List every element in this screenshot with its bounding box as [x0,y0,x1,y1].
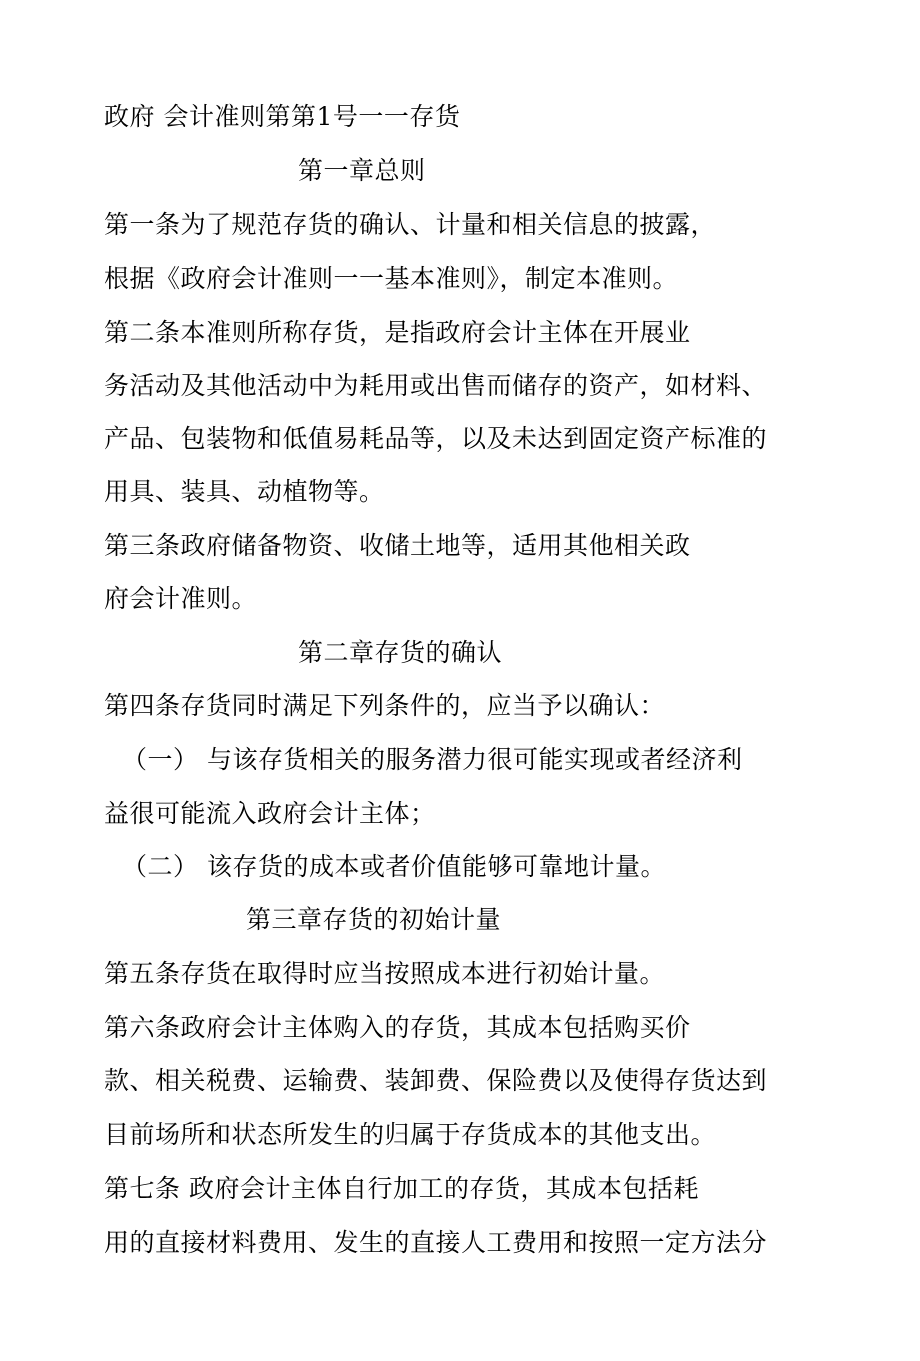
article-1-line-2: 根据《政府会计准则一一基本准则》，制定本准则。 [104,264,679,293]
article-5-line-1: 第五条存货在取得时应当按照成本进行初始计量。 [104,959,666,988]
article-2-line-1: 第二条本准则所称存货，是指政府会计主体在开展业 [104,318,691,347]
article-2-line-2: 务活动及其他活动中为耗用或出售而储存的资产，如材料、 [104,371,768,400]
article-6-line-1: 第六条政府会计主体购入的存货，其成本包括购买价 [104,1013,691,1042]
chapter-2-heading: 第二章存货的确认 [298,638,503,667]
chapter-1-heading: 第一章总则 [298,156,426,185]
article-2-line-3: 产品、包装物和低值易耗品等，以及未达到固定资产标准的 [104,424,768,453]
article-4-line-1: 第四条存货同时满足下列条件的，应当予以确认： [104,691,666,720]
document-title: 政府 会计准则第第1号一一存货 [104,102,461,131]
item-2-line-1: （二） 该存货的成本或者价值能够可靠地计量。 [122,852,666,881]
article-3-line-2: 府会计准则。 [104,584,258,613]
article-7-line-1: 第七条 政府会计主体自行加工的存货，其成本包括耗 [104,1174,699,1203]
item-1-line-2: 益很可能流入政府会计主体； [104,799,436,828]
article-2-line-4: 用具、装具、动植物等。 [104,477,385,506]
article-3-line-1: 第三条政府储备物资、收储土地等，适用其他相关政 [104,531,691,560]
article-1-line-1: 第一条为了规范存货的确认、计量和相关信息的披露， [104,210,717,239]
article-6-line-2: 款、相关税费、运输费、装卸费、保险费以及使得存货达到 [104,1066,768,1095]
item-1-line-1: （一） 与该存货相关的服务潜力很可能实现或者经济利 [122,745,743,774]
chapter-3-heading: 第三章存货的初始计量 [246,905,502,934]
article-7-line-2: 用的直接材料费用、发生的直接人工费用和按照一定方法分 [104,1228,768,1257]
article-6-line-3: 目前场所和状态所发生的归属于存货成本的其他支出。 [104,1120,717,1149]
